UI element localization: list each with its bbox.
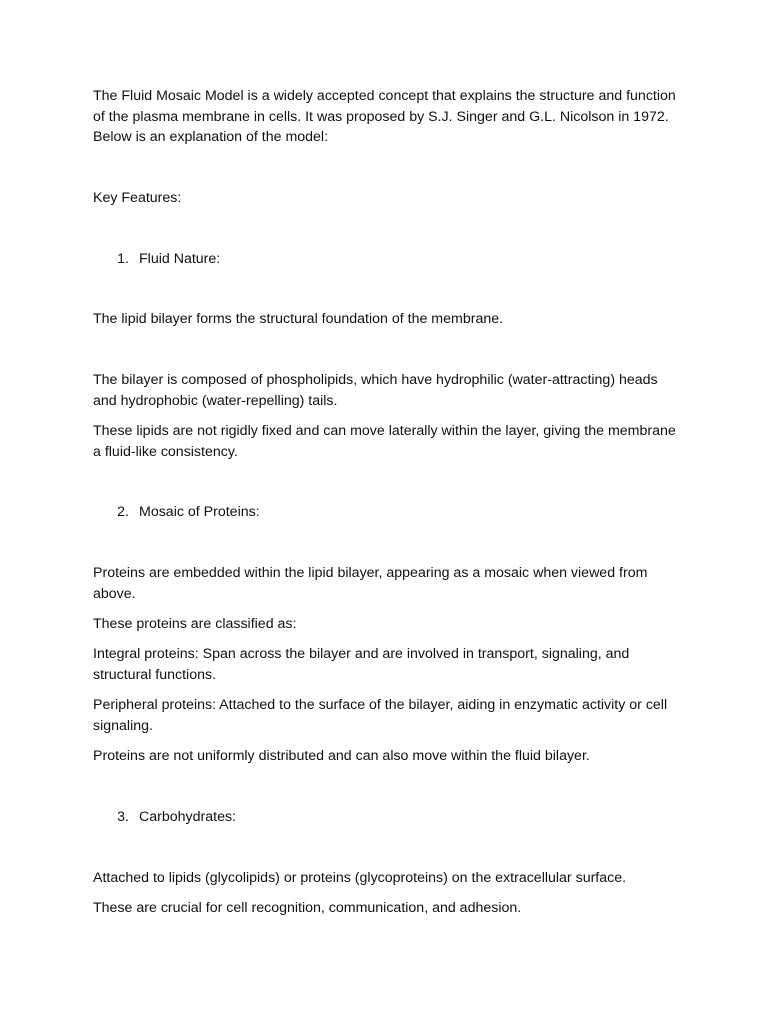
paragraph: The lipid bilayer forms the structural foundation of the membrane. (93, 311, 504, 327)
section-title: Mosaic of Proteins: (139, 504, 260, 520)
list-number: 3. (117, 809, 129, 825)
paragraph: Peripheral proteins: Attached to the surface of the bilayer, aiding in enzymatic activity or cell signaling. (93, 697, 668, 734)
intro-paragraph: The Fluid Mosaic Model is a widely accepted concept that explains the structure and function of the plasma membrane in cells. It was proposed by S.J. Singer and G.L. Nicolson in 1972. Below is an explanation of the model: (93, 88, 676, 146)
section-title: Fluid Nature: (139, 251, 221, 267)
section-heading-carbohydrates (93, 807, 683, 828)
paragraph: Integral proteins: Span across the bilayer and are involved in transport, signaling, and structural functions. (93, 646, 630, 683)
section-title: Carbohydrates: (139, 809, 236, 825)
paragraph: Attached to lipids (glycolipids) or proteins (glycoproteins) on the extracellular surface. (93, 870, 627, 886)
paragraph: Proteins are embedded within the lipid bilayer, appearing as a mosaic when viewed from above. (93, 565, 648, 602)
section-heading-mosaic-of-proteins (93, 502, 683, 523)
paragraph: These are crucial for cell recognition, communication, and adhesion. (93, 900, 522, 916)
paragraph: Proteins are not uniformly distributed and can also move within the fluid bilayer. (93, 748, 590, 764)
list-number: 2. (117, 504, 129, 520)
key-features-heading: Key Features: (93, 190, 182, 206)
paragraph: These lipids are not rigidly fixed and can move laterally within the layer, giving the membrane a fluid-like consistency. (93, 423, 676, 460)
list-number: 1. (117, 251, 129, 267)
paragraph: The bilayer is composed of phospholipids, which have hydrophilic (water-attracting) heads and hydrophobic (water-repelling) tails. (93, 372, 658, 409)
section-heading-fluid-nature (93, 249, 683, 270)
paragraph: These proteins are classified as: (93, 616, 297, 632)
